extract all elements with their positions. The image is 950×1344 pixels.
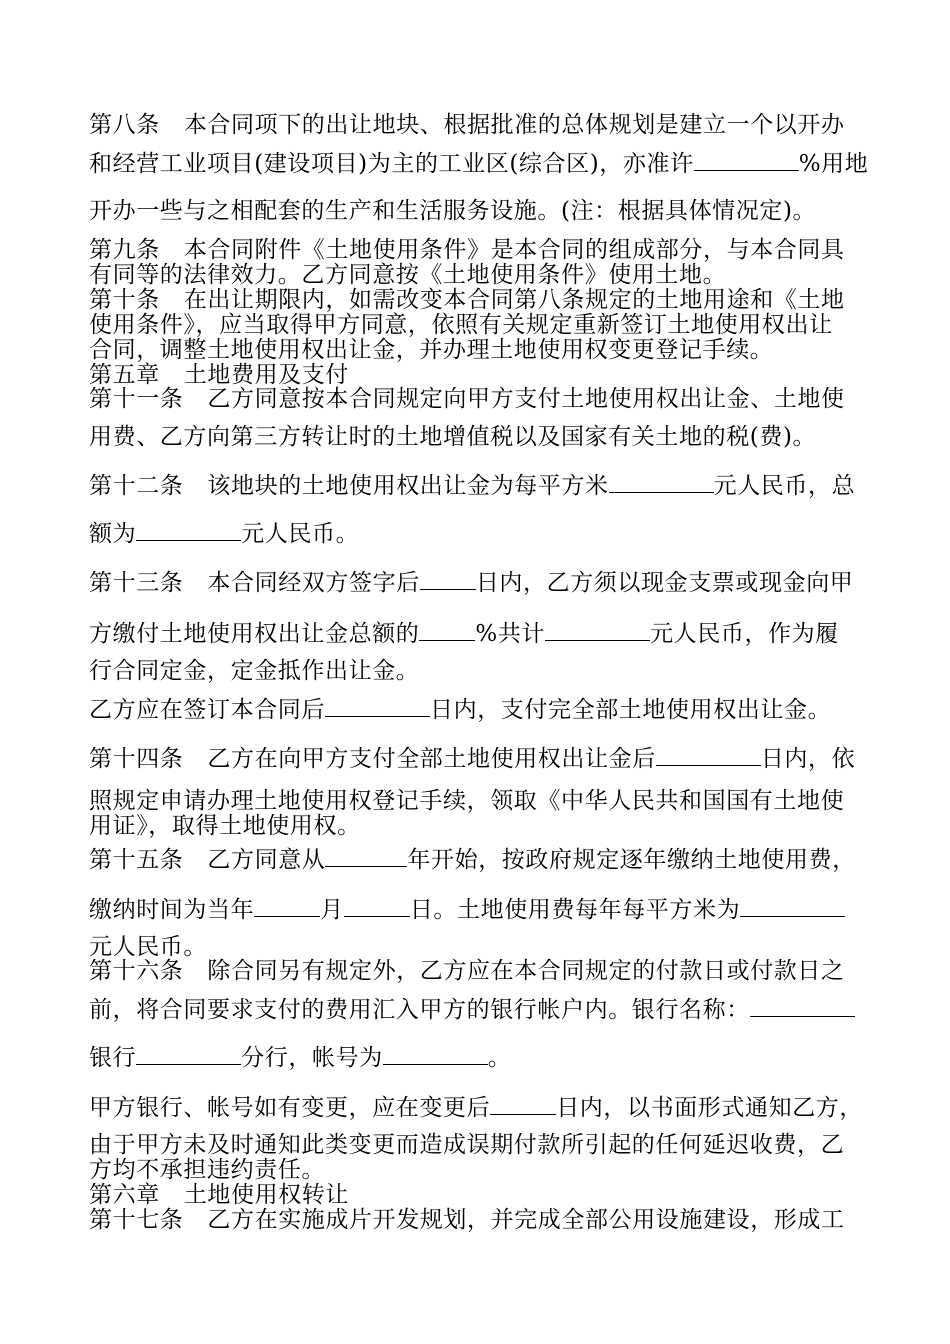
article-14-text-line <box>89 813 361 839</box>
article-9-heading-line <box>89 237 845 263</box>
line-text: 和经营工业项目(建设项目)为主的工业区(综合区)，亦准许 <box>89 151 694 177</box>
line-text: %共计 <box>475 621 546 647</box>
fill-in-blank[interactable] <box>609 472 714 493</box>
article-number: 第十二条 <box>89 473 184 499</box>
line-text: 。 <box>487 1045 512 1071</box>
line-text: 开办一些与之相配套的生产和生活服务设施。(注：根据具体情况定)。 <box>89 198 817 224</box>
article-number: 第十七条 <box>89 1207 184 1233</box>
article-text: 该地块的土地使用权出让金为每平方米 <box>207 473 609 499</box>
article-9-text-line <box>89 262 726 288</box>
article-8-text-line <box>89 150 868 177</box>
line-text: 用证》，取得土地使用权。 <box>89 813 361 839</box>
line-text: 合同，调整土地使用权出让金，并办理土地使用权变更登记手续。 <box>89 337 774 363</box>
article-number: 第十条 <box>89 287 160 313</box>
line-text: 年开始，按政府规定逐年缴纳土地使用费， <box>407 847 856 873</box>
line-text: 由于甲方未及时通知此类变更而造成误期付款所引起的任何延迟收费，乙 <box>89 1132 845 1158</box>
line-text: 照规定申请办理土地使用权登记手续，领取《中华人民共和国国有土地使 <box>89 788 845 814</box>
article-13-heading-line <box>89 569 853 596</box>
article-text: 乙方在实施成片开发规划，并完成全部公用设施建设，形成工 <box>207 1207 845 1233</box>
line-text: 元人民币，总 <box>713 473 856 499</box>
article-14-heading-line <box>89 745 855 772</box>
chapter-5-heading <box>89 362 349 388</box>
article-number: 第十六条 <box>89 958 184 984</box>
fill-in-blank[interactable] <box>254 896 320 917</box>
line-text: 元人民币。 <box>241 521 360 547</box>
chapter-6-heading <box>89 1182 349 1208</box>
article-number: 第八条 <box>89 112 160 138</box>
fill-in-blank[interactable] <box>136 520 241 541</box>
chapter-number: 第五章 <box>89 362 160 388</box>
article-16-heading-line <box>89 958 845 984</box>
line-text: 使用条件》，应当取得甲方同意，依照有关规定重新签订土地使用权出让 <box>89 312 833 338</box>
article-14-text-line <box>89 788 844 814</box>
article-text: 本合同附件《土地使用条件》是本合同的组成部分，与本合同具 <box>183 237 845 263</box>
chapter-title: 土地使用权转让 <box>183 1182 350 1208</box>
fill-in-blank[interactable] <box>419 620 475 641</box>
article-16-text-line <box>89 1094 863 1121</box>
line-text: 前，将合同要求支付的费用汇入甲方的银行帐户内。银行名称： <box>89 997 750 1023</box>
article-number: 第十五条 <box>89 847 184 873</box>
line-text: 日。土地使用费每年每平方米为 <box>409 897 741 923</box>
chapter-number: 第六章 <box>89 1182 160 1208</box>
fill-in-blank[interactable] <box>325 696 430 717</box>
line-text: %用地 <box>798 151 869 177</box>
article-text: 除合同另有规定外，乙方应在本合同规定的付款日或付款日之 <box>207 958 845 984</box>
article-10-text-line <box>89 312 833 338</box>
line-text: 月 <box>320 897 344 923</box>
article-16-text-line <box>89 1044 511 1071</box>
article-11-text-line <box>89 424 816 450</box>
article-number: 第十一条 <box>89 386 184 412</box>
line-text: 日内，支付完全部土地使用权出让金。 <box>430 697 832 723</box>
fill-in-blank[interactable] <box>344 896 410 917</box>
article-10-text-line <box>89 337 773 363</box>
article-8-text-line <box>89 198 816 224</box>
line-text: 方均不承担违约责任。 <box>89 1157 325 1183</box>
article-number: 第十三条 <box>89 570 184 596</box>
article-text: 本合同项下的出让地块、根据批准的总体规划是建立一个以开办 <box>183 112 845 138</box>
line-text: 行合同定金，定金抵作出让金。 <box>89 658 420 684</box>
line-text: 日内，依 <box>760 746 856 772</box>
fill-in-blank[interactable] <box>656 745 761 766</box>
article-text: 乙方同意从 <box>207 847 326 873</box>
article-15-text-line <box>89 896 845 923</box>
fill-in-blank[interactable] <box>383 1044 488 1065</box>
line-text: 方缴付土地使用权出让金总额的 <box>89 621 420 647</box>
fill-in-blank[interactable] <box>750 996 855 1017</box>
article-text: 乙方同意按本合同规定向甲方支付土地使用权出让金、土地使 <box>207 386 845 412</box>
article-16-text-line <box>89 1157 325 1183</box>
chapter-title: 土地费用及支付 <box>183 362 350 388</box>
article-text: 乙方在向甲方支付全部土地使用权出让金后 <box>207 746 656 772</box>
line-text: 日内，乙方须以现金支票或现金向甲 <box>475 570 854 596</box>
article-13-text-line <box>89 658 419 684</box>
fill-in-blank[interactable] <box>490 1094 556 1115</box>
article-11-heading-line <box>89 386 845 412</box>
fill-in-blank[interactable] <box>420 569 476 590</box>
line-text: 分行，帐号为 <box>241 1045 383 1071</box>
article-12-heading-line <box>89 472 855 499</box>
line-text: 用费、乙方向第三方转让时的土地增值税以及国家有关土地的税(费)。 <box>89 424 817 450</box>
article-text: 本合同经双方签字后 <box>207 570 420 596</box>
line-text: 日内，以书面形式通知乙方， <box>556 1095 864 1121</box>
article-number: 第九条 <box>89 237 160 263</box>
article-16-text-line <box>89 1132 844 1158</box>
fill-in-blank[interactable] <box>740 896 845 917</box>
article-17-heading-line <box>89 1207 845 1233</box>
article-12-text-line <box>89 520 359 547</box>
line-text: 缴纳时间为当年 <box>89 897 255 923</box>
line-text: 有同等的法律效力。乙方同意按《土地使用条件》使用土地。 <box>89 262 727 288</box>
fill-in-blank[interactable] <box>136 1044 241 1065</box>
fill-in-blank[interactable] <box>545 620 650 641</box>
line-text: 银行 <box>89 1045 137 1071</box>
fill-in-blank[interactable] <box>694 150 799 171</box>
line-text: 元人民币。 <box>89 934 207 960</box>
article-16-text-line <box>89 996 855 1023</box>
line-text: 甲方银行、帐号如有变更，应在变更后 <box>89 1095 491 1121</box>
article-15-text-line <box>89 934 207 960</box>
article-13-text-line <box>89 620 839 647</box>
fill-in-blank[interactable] <box>325 846 407 867</box>
line-text: 元人民币，作为履 <box>650 621 839 647</box>
article-text: 在出让期限内，如需改变本合同第八条规定的土地用途和《土地 <box>183 287 845 313</box>
article-13-text-line <box>89 696 831 723</box>
article-10-heading-line <box>89 287 845 313</box>
article-8-heading-line <box>89 112 845 138</box>
article-number: 第十四条 <box>89 746 184 772</box>
article-15-heading-line <box>89 846 856 873</box>
line-text: 额为 <box>89 521 137 547</box>
line-text: 乙方应在签订本合同后 <box>89 697 325 723</box>
